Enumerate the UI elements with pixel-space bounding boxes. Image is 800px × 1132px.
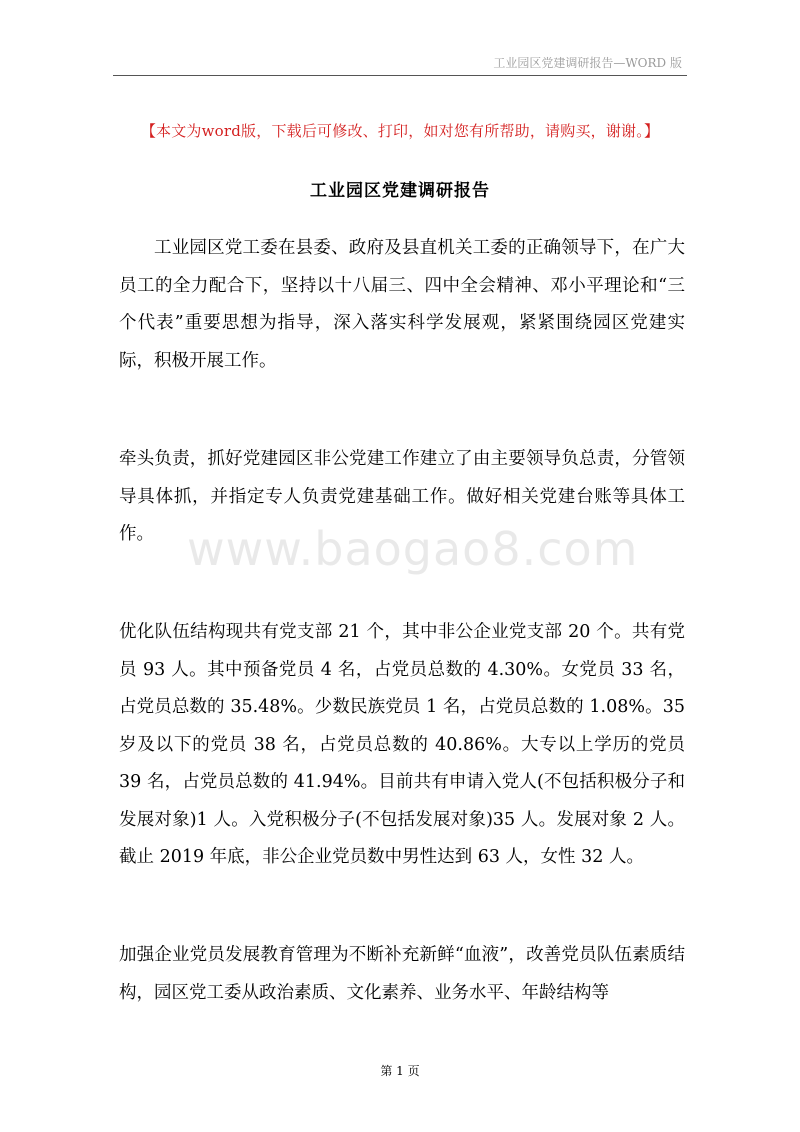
paragraph-leadership: 牵头负责，抓好党建园区非公党建工作建立了由主要领导负总责，分管领导具体抓，并指定专人负责党建基础工作。做好相关党建台账等具体工作。: [119, 449, 685, 544]
paragraph-intro: 工业园区党工委在县委、政府及县直机关工委的正确领导下，在广大员工的全力配合下，坚持以十八届三、四中全会精神、邓小平理论和“三个代表”重要思想为指导，深入落实科学发展观，紧紧围绕园区党建实际，积极开展工作。: [119, 238, 685, 371]
paragraph-team-structure: 优化队伍结构现共有党支部 21 个，其中非公企业党支部 20 个。共有党员 93 人。其中预备党员 4 名，占党员总数的 4.30%。女党员 33 名，占党员总数的 35.48%。少数民族党员 1 名，占党员总数的 1.08%。35 岁及以下的党员 38 名，占党员总数的 40.86%。大专以上学历的党员 39 名，占党员总数的 41.94%。目前共有申请入党人(不包括积极分子和发展对象)1 人。入党积极分子(不包括发展对象)35 人。发展对象 2 人。截止 2019 年底，非公企业党员数中男性达到 63 人，女性 32 人。: [119, 622, 685, 867]
purchase-notice: 【本文为word版，下载后可修改、打印，如对您有所帮助，请购买，谢谢。】: [140, 122, 660, 140]
document-title: 工业园区党建调研报告: [310, 181, 490, 201]
paragraph-member-development: 加强企业党员发展教育管理为不断补充新鲜“血液”，改善党员队伍素质结构，园区党工委从政治素质、文化素养、业务水平、年龄结构等: [119, 945, 685, 1003]
page-number: 第 1 页: [380, 1064, 420, 1078]
header-divider: [113, 75, 687, 76]
watermark-text: www.baogao8.com: [187, 522, 639, 576]
page-header-title: 工业园区党建调研报告—WORD 版: [493, 56, 682, 70]
